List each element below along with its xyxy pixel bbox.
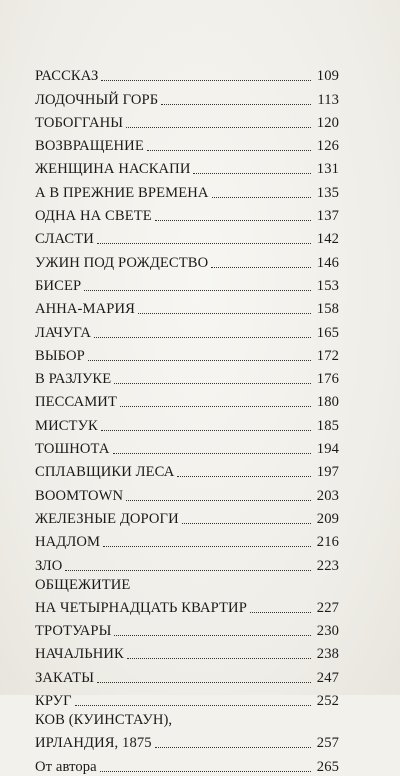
toc-page-number: 247 — [316, 669, 339, 686]
toc-entry-title: НА ЧЕТЫРНАДЦАТЬ КВАРТИР — [35, 599, 247, 616]
toc-entry-title: ОБЩЕЖИТИЕ — [35, 576, 131, 593]
toc-entry-title: ВОЗВРАЩЕНИЕ — [35, 138, 144, 155]
toc-entry-title: ОДНА НА СВЕТЕ — [35, 208, 152, 225]
toc-entry — [35, 752, 339, 775]
toc-entry-title: НАЧАЛЬНИК — [35, 646, 124, 663]
dot-leader — [138, 313, 311, 314]
toc-entry-title: ТОШНОТА — [35, 441, 110, 458]
dot-leader — [113, 453, 312, 454]
table-of-contents — [35, 62, 339, 776]
toc-entry-title: ЗАКАТЫ — [35, 669, 95, 686]
toc-page-number: 131 — [316, 161, 339, 178]
toc-page-number: 230 — [316, 623, 339, 640]
toc-entry-title: АННА-МАРИЯ — [35, 301, 135, 318]
toc-page-number: 146 — [316, 254, 339, 271]
toc-page-number: 172 — [316, 347, 339, 364]
toc-entry-continued — [35, 575, 339, 594]
toc-entry-title: ЖЕЛЕЗНЫЕ ДОРОГИ — [35, 510, 179, 527]
toc-page-number: 126 — [316, 138, 339, 155]
toc-entry — [35, 248, 339, 271]
toc-entry-title: А В ПРЕЖНИЕ ВРЕМЕНА — [35, 184, 209, 201]
dot-leader — [114, 635, 311, 636]
toc-page-number: 113 — [317, 91, 339, 108]
toc-entry — [35, 388, 339, 411]
toc-entry — [35, 458, 339, 481]
toc-entry-title: ПЕССАМИТ — [35, 394, 117, 411]
toc-page-number: 142 — [316, 231, 339, 248]
dot-leader — [177, 476, 311, 477]
toc-entry-title: НАДЛОМ — [35, 534, 101, 551]
dot-leader — [182, 523, 311, 524]
dot-leader — [211, 267, 311, 268]
toc-entry — [35, 640, 339, 663]
toc-entry — [35, 272, 339, 295]
toc-page-number: 197 — [316, 464, 339, 481]
toc-entry — [35, 365, 339, 388]
toc-entry-title: ЗЛО — [35, 557, 63, 574]
toc-page-number: 194 — [316, 441, 339, 458]
toc-entry — [35, 411, 339, 434]
toc-entry-title: От автора — [35, 758, 97, 775]
toc-page-number: 158 — [316, 301, 339, 318]
toc-entry — [35, 594, 339, 617]
toc-entry — [35, 62, 339, 85]
toc-entry-title: ИРЛАНДИЯ, 1875 — [35, 735, 152, 752]
dot-leader — [75, 705, 311, 706]
toc-entry-title: СЛАСТИ — [35, 231, 94, 248]
dot-leader — [155, 747, 311, 748]
dot-leader — [65, 570, 311, 571]
toc-entry-title: ТОБОГГАНЫ — [35, 114, 124, 131]
toc-entry — [35, 295, 339, 318]
toc-page-number: 227 — [316, 599, 339, 616]
toc-page-number: 109 — [316, 68, 339, 85]
toc-entry — [35, 178, 339, 201]
toc-entry-title: ЖЕНЩИНА НАСКАПИ — [35, 161, 191, 178]
toc-entry-title: ТРОТУАРЫ — [35, 623, 112, 640]
toc-entry-title: В РАЗЛУКЕ — [35, 371, 112, 388]
toc-page-number: 185 — [316, 417, 339, 434]
dot-leader — [101, 80, 311, 81]
toc-page-number: 203 — [316, 487, 339, 504]
toc-entry — [35, 155, 339, 178]
dot-leader — [155, 220, 311, 221]
dot-leader — [103, 546, 311, 547]
toc-entry-title: УЖИН ПОД РОЖДЕСТВО — [35, 254, 209, 271]
toc-entry — [35, 528, 339, 551]
toc-entry-title: КОВ (КУИНСТАУН), — [35, 712, 173, 729]
toc-entry-title: РАССКАЗ — [35, 68, 99, 85]
dot-leader — [114, 383, 311, 384]
toc-entry-continued — [35, 710, 339, 729]
toc-page-number: 165 — [316, 324, 339, 341]
dot-leader — [120, 406, 311, 407]
toc-page-number: 238 — [316, 646, 339, 663]
toc-entry — [35, 318, 339, 341]
dot-leader — [100, 771, 311, 772]
toc-page-number: 135 — [316, 184, 339, 201]
toc-page-number: 265 — [316, 758, 339, 775]
dot-leader — [126, 127, 311, 128]
toc-entry-title: СПЛАВЩИКИ ЛЕСА — [35, 464, 175, 481]
toc-page-number: 223 — [316, 557, 339, 574]
dot-leader — [97, 243, 311, 244]
toc-entry — [35, 109, 339, 132]
dot-leader — [84, 290, 311, 291]
toc-page-number: 120 — [316, 114, 339, 131]
toc-entry — [35, 225, 339, 248]
toc-entry — [35, 85, 339, 108]
toc-entry-title: ВЫБОР — [35, 347, 85, 364]
dot-leader — [127, 658, 311, 659]
dot-leader — [88, 360, 311, 361]
toc-entry — [35, 132, 339, 155]
dot-leader — [97, 682, 311, 683]
toc-page-number: 252 — [316, 693, 339, 710]
dot-leader — [101, 430, 311, 431]
toc-page-number: 257 — [316, 735, 339, 752]
toc-entry — [35, 551, 339, 574]
toc-entry — [35, 505, 339, 528]
dot-leader — [250, 612, 311, 613]
toc-entry — [35, 202, 339, 225]
dot-leader — [212, 197, 312, 198]
toc-entry-title: ЛАЧУГА — [35, 324, 92, 341]
toc-entry — [35, 663, 339, 686]
toc-entry — [35, 481, 339, 504]
toc-page-number: 176 — [316, 371, 339, 388]
dot-leader — [126, 500, 311, 501]
toc-entry — [35, 435, 339, 458]
dot-leader — [193, 173, 311, 174]
toc-entry — [35, 729, 339, 752]
toc-entry — [35, 617, 339, 640]
toc-entry-title: БИСЕР — [35, 277, 82, 294]
toc-entry-title: ЛОДОЧНЫЙ ГОРБ — [35, 91, 159, 108]
toc-entry — [35, 687, 339, 710]
toc-page-number: 209 — [316, 510, 339, 527]
toc-page-number: 216 — [316, 534, 339, 551]
dot-leader — [147, 150, 311, 151]
toc-page-number: 153 — [316, 277, 339, 294]
toc-entry-title: КРУГ — [35, 693, 72, 710]
toc-entry — [35, 342, 339, 365]
dot-leader — [94, 337, 311, 338]
toc-page-number: 137 — [316, 208, 339, 225]
toc-entry-title: BOOMTOWN — [35, 487, 124, 504]
toc-entry-title: МИСТУК — [35, 417, 98, 434]
dot-leader — [161, 104, 311, 105]
toc-page-number: 180 — [316, 394, 339, 411]
